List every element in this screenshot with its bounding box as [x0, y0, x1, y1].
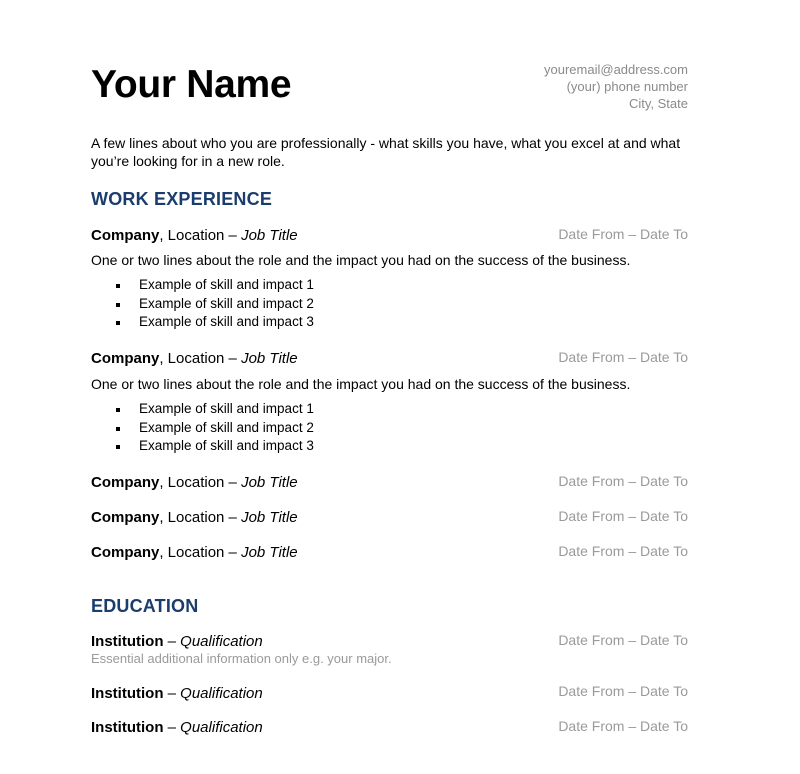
work-entry-description: One or two lines about the role and the impact you had on the success of the business.: [91, 252, 631, 268]
bullet-icon: [116, 284, 120, 288]
list-item: [115, 400, 314, 419]
list-item: [115, 313, 314, 332]
qualification: Qualification: [180, 633, 263, 650]
bullet-icon: [116, 303, 120, 307]
work-entry-dates: Date From – Date To: [558, 226, 688, 242]
education-note: Essential additional information only e.g. your major.: [91, 651, 392, 666]
institution-name: Institution: [91, 633, 164, 650]
list-item: [115, 419, 314, 438]
contact-location: City, State: [628, 96, 688, 111]
work-entry-dates: Date From – Date To: [558, 349, 688, 365]
work-entry-description: One or two lines about the role and the impact you had on the success of the business.: [91, 376, 631, 392]
bullet-icon: [116, 408, 120, 412]
location-separator: , Location –: [159, 350, 242, 367]
skills-list: [115, 276, 314, 332]
work-entry-title: [91, 349, 298, 368]
education-entry-dates: Date From – Date To: [558, 632, 688, 648]
institution-name: Institution: [91, 719, 164, 736]
work-entry-title: [91, 543, 298, 562]
list-item: [115, 276, 314, 295]
education-entry-dates: Date From – Date To: [558, 718, 688, 734]
education-heading: EDUCATION: [91, 596, 199, 616]
company-name: Company: [91, 544, 160, 561]
job-title: Job Title: [241, 227, 298, 244]
institution-name: Institution: [91, 685, 164, 702]
job-title: Job Title: [241, 544, 298, 561]
professional-summary: A few lines about who you are professionally - what skills you have, what you excel at and what you’re looking for in a new role.: [91, 135, 681, 169]
work-experience-heading: WORK EXPERIENCE: [91, 189, 273, 209]
company-name: Company: [91, 227, 160, 244]
company-name: Company: [91, 509, 160, 526]
bullet-text: Example of skill and impact 2: [139, 419, 314, 435]
education-entry-title: [91, 718, 263, 737]
bullet-text: Example of skill and impact 3: [139, 314, 314, 329]
job-title: Job Title: [241, 350, 298, 367]
job-title: Job Title: [241, 509, 298, 526]
education-entry-title: [91, 684, 263, 703]
work-entry-title: [91, 473, 298, 492]
contact-phone: (your) phone number: [566, 79, 688, 94]
location-separator: , Location –: [159, 227, 242, 244]
contact-email: youremail@address.com: [544, 62, 688, 77]
education-entry-dates: Date From – Date To: [558, 683, 688, 699]
job-title: Job Title: [241, 474, 298, 491]
separator: –: [163, 719, 181, 736]
work-entry-title: [91, 226, 298, 245]
bullet-text: Example of skill and impact 2: [139, 295, 314, 311]
bullet-icon: [116, 427, 120, 431]
bullet-text: Example of skill and impact 3: [139, 438, 314, 453]
location-separator: , Location –: [159, 474, 242, 491]
separator: –: [163, 685, 181, 702]
skills-list: [115, 400, 314, 456]
resume-name: Your Name: [91, 63, 292, 106]
company-name: Company: [91, 350, 160, 367]
qualification: Qualification: [180, 685, 263, 702]
bullet-text: Example of skill and impact 1: [139, 277, 314, 292]
work-entry-title: [91, 508, 298, 527]
separator: –: [163, 633, 181, 650]
bullet-text: Example of skill and impact 1: [139, 401, 314, 416]
company-name: Company: [91, 474, 160, 491]
bullet-icon: [116, 445, 120, 449]
location-separator: , Location –: [159, 509, 242, 526]
work-entry-dates: Date From – Date To: [558, 543, 688, 559]
list-item: [115, 437, 314, 456]
bullet-icon: [116, 321, 120, 325]
work-entry-dates: Date From – Date To: [558, 473, 688, 489]
work-entry-dates: Date From – Date To: [558, 508, 688, 524]
location-separator: , Location –: [159, 544, 242, 561]
education-entry-title: [91, 632, 263, 651]
list-item: [115, 295, 314, 314]
qualification: Qualification: [180, 719, 263, 736]
